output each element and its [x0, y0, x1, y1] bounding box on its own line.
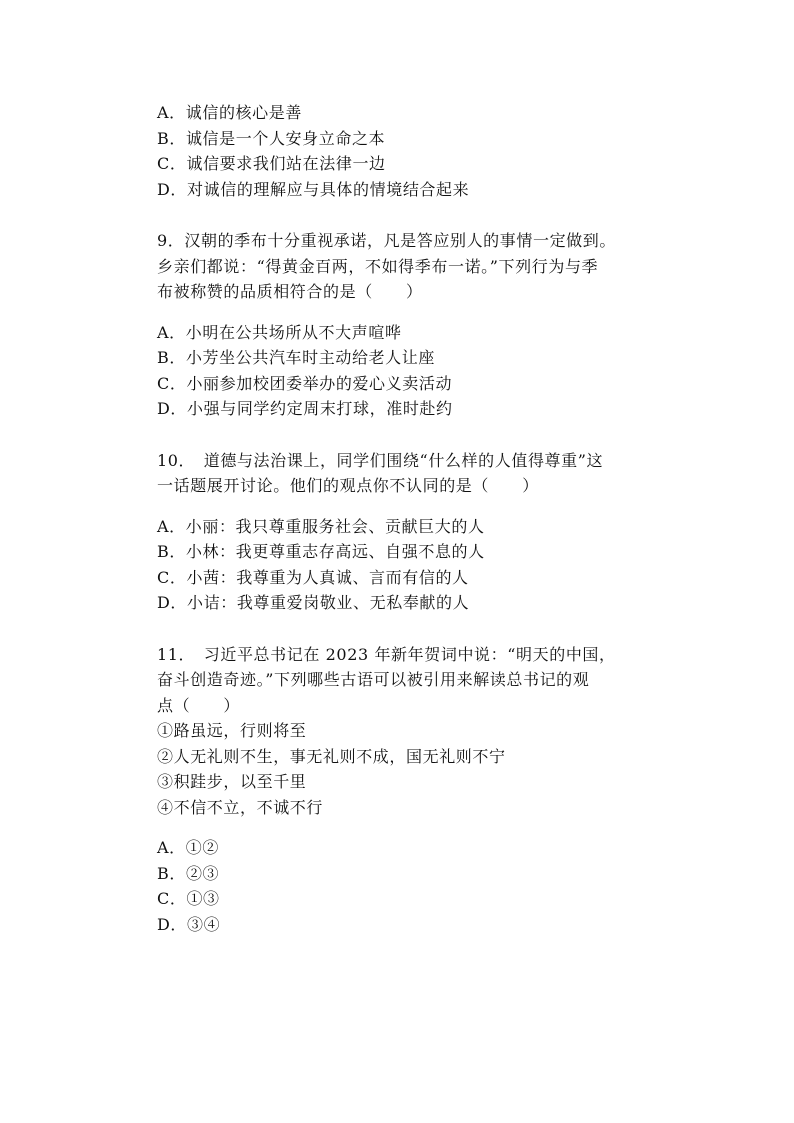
q11-option-d: D．③④ [157, 914, 221, 934]
q9-option-d: D．小强与同学约定周末打球，准时赴约 [157, 399, 453, 418]
q11-stem-line-1: 11． 习近平总书记在 2023 年新年贺词中说：“明天的中国， [157, 644, 616, 664]
q9-stem-line-3: 布被称赞的品质相符合的是（ ） [157, 282, 423, 301]
q11-item-1: ①路虽远，行则将至 [157, 721, 307, 740]
q9-option-c: C．小丽参加校团委举办的爱心义卖活动 [157, 373, 453, 393]
question-10 [157, 448, 647, 616]
question-11 [157, 642, 647, 938]
q9-option-a: A．小明在公共场所从不大声喧哗 [157, 322, 402, 342]
q11-option-a: A．①② [157, 838, 219, 857]
q10-option-d: D．小诘：我尊重爱岗敬业、无私奉献的人 [157, 593, 470, 612]
q8-option-d: D．对诚信的理解应与具体的情境结合起来 [157, 179, 470, 199]
q10-option-a: A．小丽：我只尊重服务社会、贡献巨大的人 [157, 516, 485, 536]
q11-item-4: ④不信不立，不诚不行 [157, 797, 324, 817]
q10-stem-line-2: 一话题展开讨论。他们的观点你不认同的是（ ） [157, 476, 539, 495]
q10-stem-line-1: 10． 道德与法治课上，同学们围绕“什么样的人值得尊重”这 [157, 450, 604, 470]
q8-option-c: C．诚信要求我们站在法律一边 [157, 154, 386, 173]
q11-option-c: C．①③ [157, 889, 220, 908]
q10-option-b: B．小林：我更尊重志存高远、自强不息的人 [157, 542, 485, 561]
question-9 [157, 228, 647, 422]
q8-options [157, 100, 647, 202]
q9-stem-line-2: 乡亲们都说：“得黄金百两，不如得季布一诺。”下列行为与季 [157, 256, 599, 276]
q11-item-3: ③积跬步，以至千里 [157, 772, 307, 791]
document-page [157, 100, 647, 937]
q11-stem-line-2: 奋斗创造奇迹。”下列哪些古语可以被引用来解读总书记的观 [157, 670, 590, 689]
q11-item-2: ②人无礼则不生，事无礼则不成，国无礼则不宁 [157, 746, 506, 766]
q11-stem-line-3: 点（ ） [157, 695, 241, 715]
q8-option-b: B．诚信是一个人安身立命之本 [157, 128, 386, 148]
q11-option-b: B．②③ [157, 863, 220, 883]
q9-stem-line-1: 9．汉朝的季布十分重视承诺，凡是答应别人的事情一定做到。 [157, 231, 616, 250]
q10-option-c: C．小茜：我尊重为人真诚、言而有信的人 [157, 567, 469, 587]
q8-option-a: A．诚信的核心是善 [157, 103, 302, 122]
q9-option-b: B．小芳坐公共汽车时主动给老人让座 [157, 348, 435, 367]
